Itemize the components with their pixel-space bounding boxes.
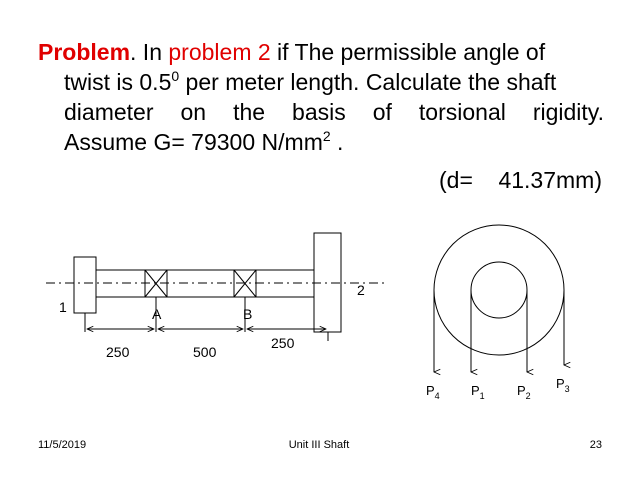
dimension-250-left: 250: [106, 344, 130, 360]
end-label-1: 1: [59, 299, 67, 315]
problem-heading: Problem: [38, 39, 131, 65]
outer-pulley-circle: [434, 225, 564, 355]
footer-page-number: 23: [589, 439, 602, 451]
load-p4-label: $P_4$: [426, 383, 440, 401]
problem-line-4: Assume G= 79300 $N/mm^2$ .: [64, 128, 344, 155]
load-p3-label: $P_3$: [556, 376, 570, 394]
inner-pulley-circle: [471, 262, 527, 318]
problem-line-3: diameter on the basis of torsional rigidity.: [64, 99, 604, 125]
bearing-b-label: B: [243, 306, 253, 322]
problem-line-2: twist is $0.5^0$ per meter length. Calculate the shaft: [64, 68, 557, 95]
problem-reference: problem 2: [168, 39, 271, 65]
footer-title: Unit III Shaft: [288, 439, 350, 451]
dimension-500: 500: [193, 344, 217, 360]
answer-text: (d= 41.37mm): [439, 167, 602, 193]
load-p2-label: $P_2$: [517, 383, 531, 401]
bearing-a-label: A: [152, 306, 162, 322]
footer-date: 11/5/2019: [38, 439, 87, 451]
left-pulley: [74, 257, 96, 313]
shaft-diagram: [46, 233, 384, 341]
pulley-diagram: [434, 225, 564, 372]
problem-line-1: Problem. In problem 2 if The permissible angle of: [38, 39, 546, 65]
load-p1-label: $P_1$: [471, 383, 485, 401]
dimension-250-right: 250: [271, 335, 295, 351]
end-label-2: 2: [357, 282, 365, 298]
